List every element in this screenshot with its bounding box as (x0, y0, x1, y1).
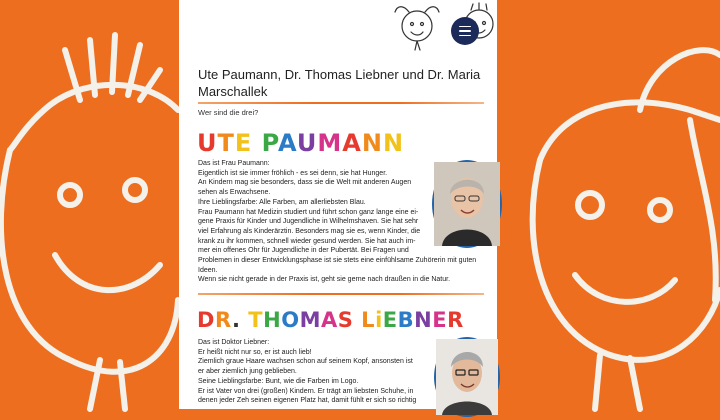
portrait-illustration (434, 162, 500, 246)
hamburger-menu-icon (459, 26, 471, 28)
bio-line: er aber ziemlich jung geblieben. (198, 368, 297, 376)
portrait-illustration (436, 339, 498, 415)
bio-line: viel Erfahrung als Kinderärztin. Besonders mag sie es, wenn Kinder, die (198, 227, 421, 235)
page-subtitle: Wer sind die drei? (198, 108, 259, 117)
bio-line: mer ein offenes Ohr für Jugendliche in der Pubertät. Bei Fragen und (198, 247, 409, 255)
bio-line: Eigentlich ist sie immer fröhlich - es sei denn, sie hat Hunger. (198, 169, 388, 177)
site-header (179, 0, 497, 52)
svg-text:DR. THOMAS LiEBNER: DR. THOMAS LiEBNER (197, 308, 464, 332)
rainbow-name-graphic (197, 305, 464, 332)
menu-button[interactable] (451, 17, 479, 45)
bio-line: Ziemlich graue Haare wachsen schon auf seinem Kopf, ansonsten ist (198, 358, 413, 366)
portrait-photo-paumann (432, 160, 502, 248)
divider (198, 293, 484, 295)
bio-line: Das ist Doktor Liebner: (198, 339, 270, 346)
hamburger-line (459, 35, 471, 37)
bio-line: Er heißt nicht nur so, er ist auch lieb! (198, 348, 312, 356)
bio-line: An Kindern mag sie besonders, dass sie die Welt mit anderen Augen (198, 179, 412, 187)
person-name-logo-liebner (197, 305, 464, 337)
page-title: Ute Paumann, Dr. Thomas Liebner und Dr. Maria Marschallek (198, 67, 481, 99)
bio-line: denen jeder Zeh seinen eigenen Platz hat, damit fühlt er sich so richtig (198, 397, 417, 405)
bio-line: krank zu ihr kommen, schnell wieder gesund werden. Sie hat auch im- (198, 237, 416, 245)
divider (198, 102, 484, 104)
rainbow-name-graphic (197, 129, 405, 157)
bio-line: Seine Lieblingsfarbe: Bunt, wie die Farben im Logo. (198, 377, 359, 385)
hamburger-line (459, 30, 471, 32)
portrait-photo-liebner (434, 337, 500, 417)
bio-line: Ihre Lieblingsfarbe: Alle Farben, am allerliebsten Blau. (198, 198, 366, 206)
bio-line: Wenn sie nicht gerade in der Praxis ist, geht sie gerne nach draußen in die Natur. (198, 276, 451, 284)
person-name-logo-paumann (197, 129, 405, 161)
content-card (179, 0, 497, 409)
bio-line: Frau Paumann hat Medizin studiert und führt schon ganz lange eine ei- (198, 208, 419, 216)
svg-text:UTE PAUMANN: UTE PAUMANN (197, 129, 405, 157)
bio-line: Er ist Vater von drei (großen) Kindern. Er trägt am liebsten Schuhe, in (198, 387, 414, 395)
bio-line: sehen als Erwachsene. (198, 189, 271, 197)
bio-line: Das ist Frau Paumann: (198, 160, 270, 167)
bio-line: gene Praxis für Kinder und Jugendliche in Wilhelmshaven. Sie hat sehr (198, 218, 419, 226)
bio-line: Problemen in dieser Entwicklungsphase ist sie stets eine einfühlsame Zuhörerin mit guten Ideen. (198, 257, 477, 274)
